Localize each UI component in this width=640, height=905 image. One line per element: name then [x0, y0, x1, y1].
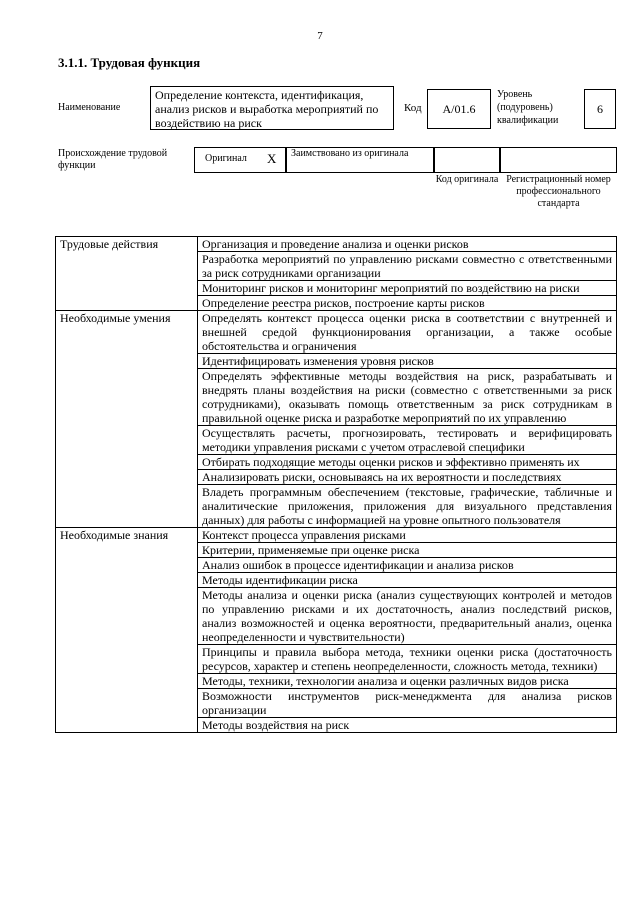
level-value: 6	[597, 101, 603, 116]
origin-reg-cell	[500, 147, 617, 173]
section-heading: 3.1.1. Трудовая функция	[58, 55, 201, 70]
table-cell-item: Критерии, применяемые при оценке риска	[198, 543, 617, 558]
table-cell-item: Методы идентификации риска	[198, 573, 617, 588]
original-label: Оригинал	[205, 153, 247, 164]
table-cell-item: Анализировать риски, основываясь на их вероятности и последствиях	[198, 470, 617, 485]
table-row	[56, 237, 617, 252]
table-cell-item: Определять эффективные методы воздействия на риск, разрабатывать и внедрять планы воздействия на риски (совместно с ответственными за риск сотрудниками), оказывать помощь ответственным за риск сотрудникам в правильной оценке риска и разработке мероприятий по их управлению	[198, 369, 617, 426]
origin-label: Происхождение трудовой функции	[58, 148, 168, 171]
level-box	[584, 89, 616, 129]
name-label: Наименование	[58, 102, 121, 113]
function-details-table	[55, 236, 617, 733]
table-cell-item: Методы, техники, технологии анализа и оценки различных видов риска	[198, 674, 617, 689]
section-title-labor-actions: Трудовые действия	[56, 237, 198, 311]
table-cell-item: Контекст процесса управления рисками	[198, 528, 617, 543]
borrowed-label: Заимствовано из оригинала	[291, 148, 409, 159]
table-cell-item: Отбирать подходящие методы оценки рисков и эффективно применять их	[198, 455, 617, 470]
registration-caption: Регистрационный номер профессионального стандарта	[506, 174, 611, 209]
table-cell-item: Разработка мероприятий по управлению рисками совместно с ответственными за риск сотрудниками организации	[198, 252, 617, 281]
table-cell-item: Методы анализа и оценки риска (анализ существующих контролей и методов по управлению рисками и их достаточность, анализ последствий рисков, анализ возможностей и оценка вероятности, предварительный анализ, оценка неопределенности и чувствительности)	[198, 588, 617, 645]
page-number: 7	[317, 30, 323, 42]
section-title-required-knowledge: Необходимые знания	[56, 528, 198, 733]
table-cell-item: Возможности инструментов риск-менеджмента для анализа рисков организации	[198, 689, 617, 718]
code-box	[427, 89, 491, 129]
level-label: Уровень (подуровень) квалификации	[497, 89, 559, 126]
section-title-required-skills: Необходимые умения	[56, 311, 198, 528]
table-row	[56, 528, 617, 543]
table-cell-item: Анализ ошибок в процессе идентификации и анализа рисков	[198, 558, 617, 573]
table-cell-item: Определять контекст процесса оценки риска в соответствии с внутренней и внешней средой функционирования организации, а также особые обстоятельства и ограничения	[198, 311, 617, 354]
table-cell-item: Принципы и правила выбора метода, техники оценки риска (достаточность ресурсов, характер и степень неопределенности, сложность метода, техники)	[198, 645, 617, 674]
origin-code-cell	[434, 147, 500, 173]
code-value: A/01.6	[442, 101, 476, 116]
table-cell-item: Методы воздействия на риск	[198, 718, 617, 733]
table-row	[56, 311, 617, 354]
table-cell-item: Мониторинг рисков и мониторинг мероприятий по воздействию на риски	[198, 281, 617, 296]
table-cell-item: Организация и проведение анализа и оценки рисков	[198, 237, 617, 252]
original-mark: X	[267, 151, 277, 166]
table-cell-item: Идентифицировать изменения уровня рисков	[198, 354, 617, 369]
table-cell-item: Владеть программным обеспечением (текстовые, графические, табличные и аналитические приложения, приложения для визуального представления данных) для работы с информацией на уровне опытного пользователя	[198, 485, 617, 528]
code-label: Код	[404, 102, 422, 114]
table-cell-item: Определение реестра рисков, построение карты рисков	[198, 296, 617, 311]
function-name-value: Определение контекста, идентификация, анализ рисков и выработка мероприятий по воздействию на риск	[155, 88, 379, 130]
table-cell-item: Осуществлять расчеты, прогнозировать, тестировать и верифицировать методики управления рисками с учетом отраслевой специфики	[198, 426, 617, 455]
function-name-box	[150, 86, 394, 130]
code-original-caption: Код оригинала	[435, 174, 499, 185]
